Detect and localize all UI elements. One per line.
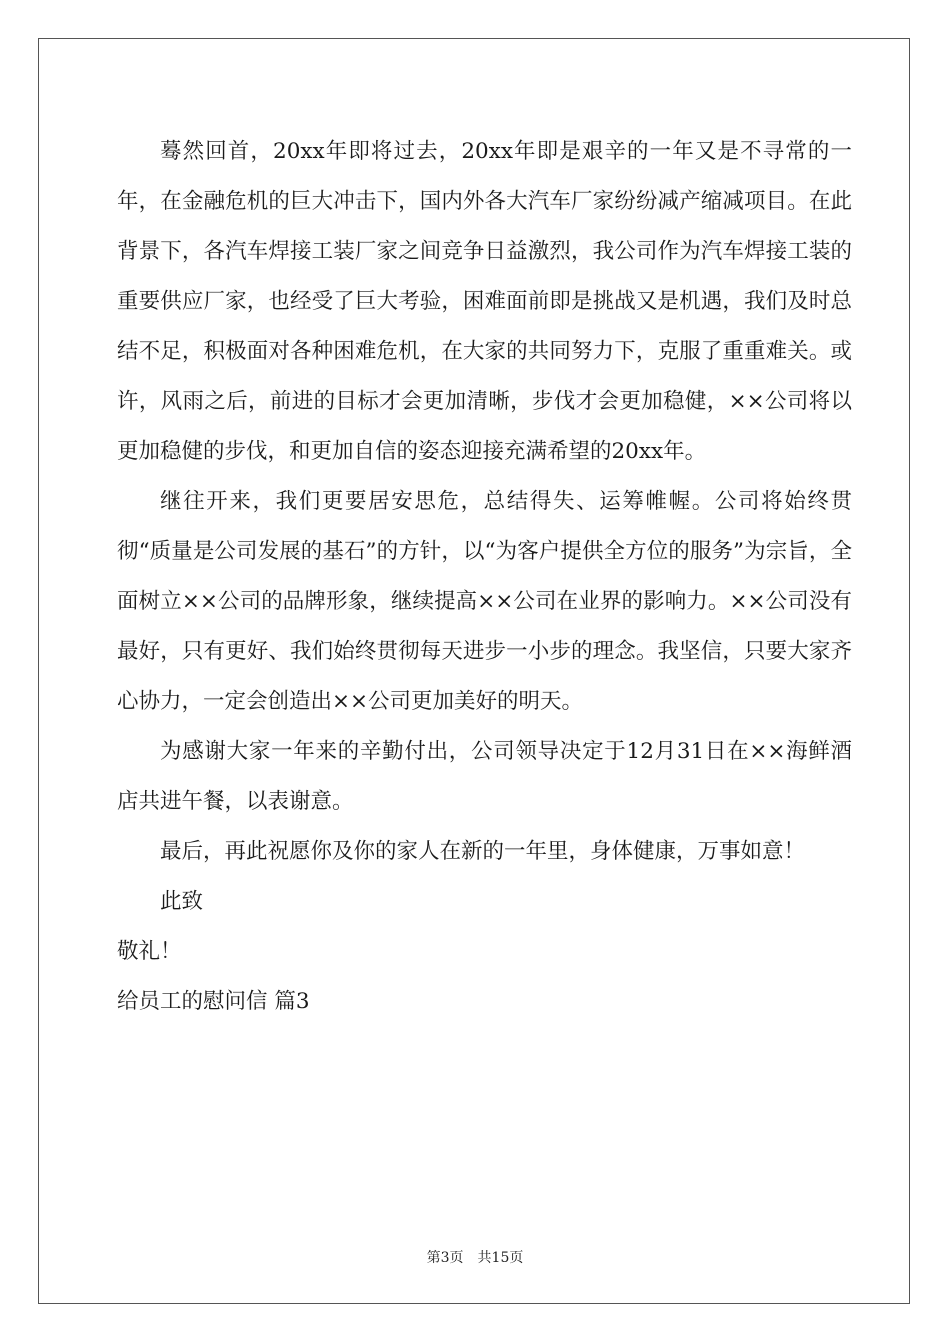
closing-text: 此致 [160,889,204,914]
paragraph-review: 蓦然回首，20xx年即将过去，20xx年即是艰辛的一年又是不寻常的一年，在金融危机的巨大冲击下，国内外各大汽车厂家纷纷减产缩减项目。在此背景下，各汽车焊接工装厂家之间竞争日益激烈，我公司作为汽车焊接工装的重要供应厂家，也经受了巨大考验，困难面前即是挑战又是机遇，我们及时总结不足，积极面对各种困难危机，在大家的共同努力下，克服了重重难关。或许，风雨之后，前进的目标才会更加清晰，步伐才会更加稳健，××公司将以更加稳健的步伐，和更加自信的姿态迎接充满希望的20xx年。 [117,139,852,464]
paragraph-outlook: 继往开来，我们更要居安思危，总结得失、运筹帷幄。公司将始终贯彻“质量是公司发展的基石”的方针，以“为客户提供全方位的服务”为宗旨，全面树立××公司的品牌形象，继续提高××公司在业界的影响力。××公司没有最好，只有更好、我们始终贯彻每天进步一小步的理念。我坚信，只要大家齐心协力，一定会创造出××公司更加美好的明天。 [117,489,852,714]
page-number-footer: 第3页 共15页 [426,1250,524,1266]
paragraph-wishes: 最后，再此祝愿你及你的家人在新的一年里，身体健康，万事如意！ [160,839,806,864]
salutation-text: 敬礼！ [117,939,182,964]
paragraph-thanks-lunch: 为感谢大家一年来的辛勤付出，公司领导决定于12月31日在××海鲜酒店共进午餐，以表谢意。 [117,739,852,814]
letter-body [117,127,852,1027]
next-section-title: 给员工的慰问信 篇3 [117,989,310,1014]
